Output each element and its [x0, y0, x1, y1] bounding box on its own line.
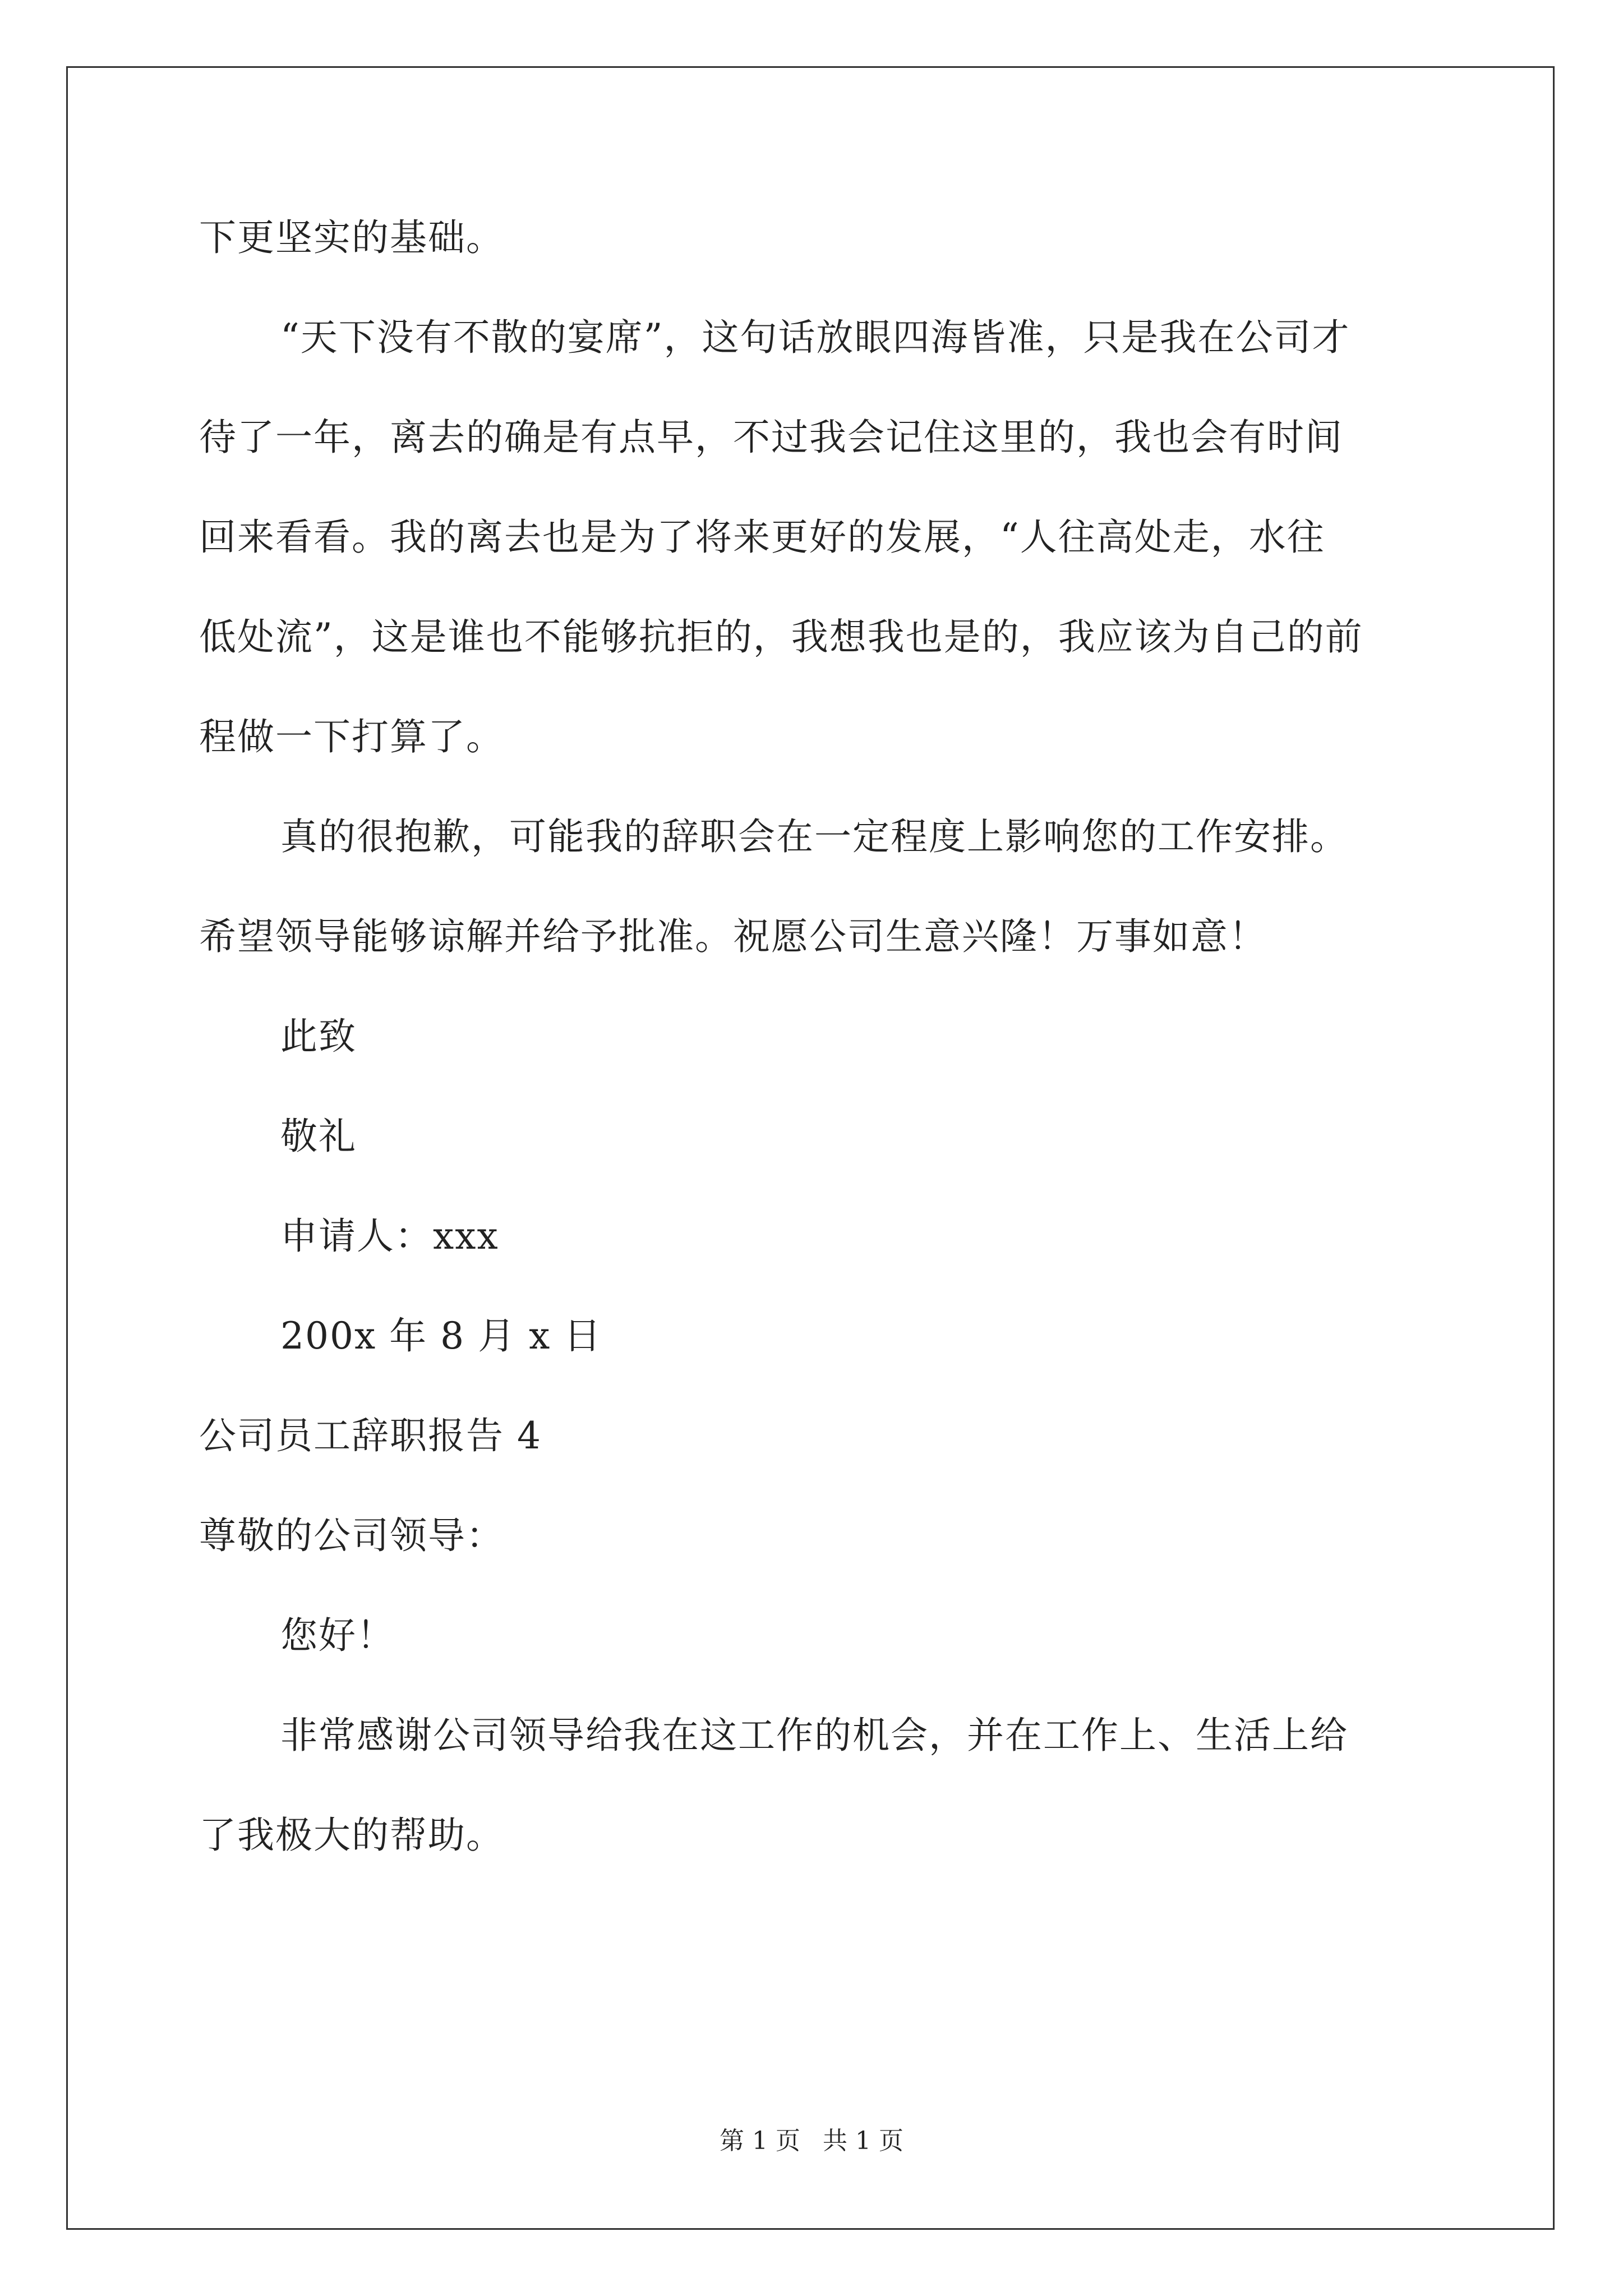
letter-salutation: 尊敬的公司领导：: [199, 1514, 504, 1557]
page-footer: [0, 2120, 1623, 2156]
paragraph-line: “天下没有不散的宴席”，这句话放眼四海皆准，只是我在公司才: [280, 316, 1350, 359]
greeting: 您好！: [280, 1614, 395, 1657]
paragraph-line: 程做一下打算了。: [199, 715, 504, 758]
paragraph-line: 下更坚实的基础。: [199, 216, 504, 259]
paragraph-line: 了我极大的帮助。: [199, 1814, 504, 1857]
paragraph-line: 低处流”，这是谁也不能够抗拒的，我想我也是的，我应该为自己的前: [199, 615, 1363, 659]
applicant-signature: 申请人：xxx: [280, 1214, 499, 1258]
paragraph-line: 回来看看。我的离去也是为了将来更好的发展，“人往高处走，水往: [199, 516, 1325, 559]
closing-salutation: 此致: [280, 1015, 357, 1058]
page-number-total: 共 1 页: [823, 2127, 903, 2155]
paragraph-line: 希望领导能够谅解并给予批准。祝愿公司生意兴隆！万事如意！: [199, 915, 1267, 958]
closing-regards: 敬礼: [280, 1115, 357, 1158]
paragraph-line: 真的很抱歉，可能我的辞职会在一定程度上影响您的工作安排。: [280, 815, 1348, 858]
paragraph-line: 非常感谢公司领导给我在这工作的机会，并在工作上、生活上给: [280, 1714, 1348, 1757]
page-number-current: 第 1 页: [720, 2127, 800, 2155]
letter-date: 200x 年 8 月 x 日: [280, 1314, 602, 1358]
section-heading: 公司员工辞职报告 4: [199, 1414, 542, 1457]
document-body: [199, 188, 1433, 1885]
paragraph-line: 待了一年，离去的确是有点早，不过我会记住这里的，我也会有时间: [199, 416, 1343, 459]
